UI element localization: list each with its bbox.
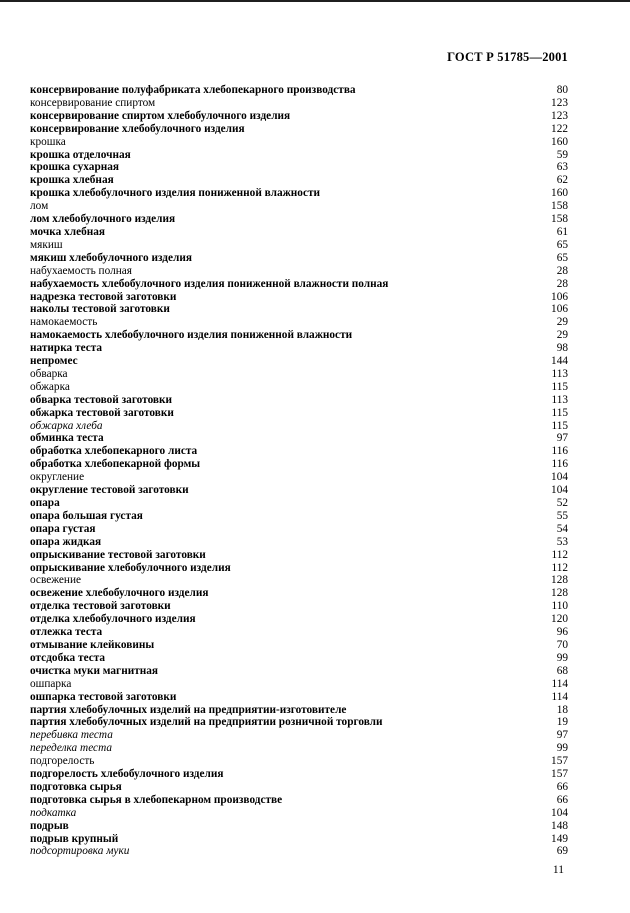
- index-term: обварка тестовой заготовки: [30, 393, 173, 406]
- index-page-number: 114: [551, 690, 568, 703]
- index-entry: [30, 678, 568, 691]
- index-page-number: 52: [556, 497, 568, 509]
- index-entry: [30, 239, 568, 252]
- index-term: отмывание клейковины: [30, 638, 155, 651]
- index-page-number: 99: [556, 651, 568, 664]
- index-page-number: 120: [551, 613, 568, 626]
- index-term: крошка хлебная: [30, 174, 114, 187]
- index-page-number: 28: [556, 277, 568, 290]
- index-entry: [30, 174, 568, 187]
- index-entry: [30, 187, 568, 200]
- index-entry: [30, 626, 568, 639]
- index-term: мочка хлебная: [30, 225, 106, 238]
- index-term: подрыв крупный: [30, 832, 119, 845]
- index-page-number: 63: [556, 161, 568, 174]
- index-entry: [30, 355, 568, 368]
- index-term: консервирование спиртом хлебобулочного изделия: [30, 109, 291, 122]
- index-page-number: 148: [551, 819, 568, 832]
- index-term: подгорелость: [30, 755, 95, 768]
- index-page-number: 115: [551, 380, 568, 393]
- index-term: крошка: [30, 135, 66, 148]
- index-page-number: 115: [551, 419, 568, 432]
- index-entry: [30, 562, 568, 575]
- index-entry: [30, 510, 568, 523]
- index-term: крошка отделочная: [30, 148, 131, 161]
- index-entry: [30, 278, 568, 291]
- index-page-number: 104: [551, 484, 568, 497]
- index-term: ошпарка: [30, 677, 72, 690]
- index-page-number: 66: [556, 780, 568, 793]
- index-term: крошка сухарная: [30, 161, 120, 174]
- index-term: отлежка теста: [30, 626, 103, 639]
- index-term: ошпарка тестовой заготовки: [30, 690, 177, 703]
- index-page-number: 98: [556, 342, 568, 355]
- index-page-number: 104: [551, 806, 568, 819]
- index-page-number: 59: [556, 148, 568, 161]
- index-term: лом хлебобулочного изделия: [30, 213, 176, 226]
- index-page-number: 65: [556, 238, 568, 251]
- index-term: обжарка: [30, 380, 70, 393]
- index-entry: [30, 407, 568, 420]
- index-term: обжарка хлеба: [30, 419, 103, 432]
- index-term: непромес: [30, 355, 78, 368]
- index-entry: [30, 136, 568, 149]
- index-term: подготовка сырья: [30, 780, 122, 793]
- index-page-number: 97: [556, 729, 568, 742]
- index-term: освежение хлебобулочного изделия: [30, 587, 209, 600]
- index-entry: [30, 200, 568, 213]
- index-term: освежение: [30, 574, 82, 587]
- index-entry: [30, 833, 568, 846]
- index-term: опрыскивание тестовой заготовки: [30, 548, 206, 561]
- index-entry: [30, 587, 568, 600]
- index-term: подрыв: [30, 819, 69, 832]
- index-entry: [30, 729, 568, 742]
- index-term: партия хлебобулочных изделий на предприятии-изготовителе: [30, 703, 347, 716]
- index-page-number: 113: [551, 367, 568, 380]
- index-term: отделка хлебобулочного изделия: [30, 613, 196, 626]
- index-page-number: 160: [551, 135, 568, 148]
- index-page-number: 54: [556, 522, 568, 535]
- index-term: подсортировка муки: [30, 845, 130, 858]
- index-term: натирка теста: [30, 342, 103, 355]
- index-entry: [30, 291, 568, 304]
- index-entry: [30, 368, 568, 381]
- index-entry: [30, 497, 568, 510]
- index-term: консервирование полуфабриката хлебопекарного производства: [30, 84, 356, 96]
- index-entry: [30, 265, 568, 278]
- index-term: перебивка теста: [30, 729, 113, 742]
- index-entry: [30, 845, 568, 858]
- index-term: набухаемость полная: [30, 264, 132, 277]
- index-entry: [30, 807, 568, 820]
- index-page-number: 104: [551, 471, 568, 484]
- standard-code-header: ГОСТ Р 51785—2001: [447, 50, 568, 64]
- index-term: подкатка: [30, 806, 77, 819]
- index-entry: [30, 213, 568, 226]
- index-entry: [30, 716, 568, 729]
- index-entry: [30, 420, 568, 433]
- index-term: партия хлебобулочных изделий на предприятии розничной торговли: [30, 716, 383, 729]
- index-page-number: 123: [551, 109, 568, 122]
- index-page-number: 69: [556, 845, 568, 858]
- index-term: опара жидкая: [30, 535, 102, 548]
- index-entry: [30, 161, 568, 174]
- index-page-number: 158: [551, 200, 568, 213]
- index-page-number: 18: [556, 703, 568, 716]
- index-page-number: 122: [551, 122, 568, 135]
- index-entry: [30, 458, 568, 471]
- index-term: отсдобка теста: [30, 651, 106, 664]
- index-page-number: 28: [556, 264, 568, 277]
- index-term: мякиш: [30, 238, 63, 251]
- footer-page-number: 11: [552, 864, 564, 876]
- index-entry: [30, 742, 568, 755]
- index-page-number: 115: [551, 406, 568, 419]
- index-page-number: 97: [556, 432, 568, 445]
- index-term: мякиш хлебобулочного изделия: [30, 251, 192, 264]
- index-entry: [30, 639, 568, 652]
- index-term: опрыскивание хлебобулочного изделия: [30, 561, 231, 574]
- index-entry: [30, 97, 568, 110]
- index-entry: [30, 652, 568, 665]
- index-page-number: 116: [551, 445, 568, 458]
- index-page-number: 128: [551, 574, 568, 587]
- index-page-number: 68: [556, 664, 568, 677]
- index-page-number: 123: [551, 96, 568, 109]
- index-term: опара: [30, 497, 60, 509]
- index-page-number: 65: [556, 251, 568, 264]
- index-entry: [30, 123, 568, 136]
- index-term: надрезка тестовой заготовки: [30, 290, 177, 303]
- index-entry: [30, 691, 568, 704]
- index-page-number: 144: [551, 355, 568, 368]
- index-entry: [30, 549, 568, 562]
- index-page-number: 106: [551, 290, 568, 303]
- index-entry: [30, 600, 568, 613]
- index-entry: [30, 226, 568, 239]
- index-entry: [30, 704, 568, 717]
- index-page-number: 157: [551, 768, 568, 781]
- index-page-number: 80: [556, 84, 568, 96]
- index-term: опара большая густая: [30, 509, 143, 522]
- index-term: обминка теста: [30, 432, 104, 445]
- index-term: опара густая: [30, 522, 96, 535]
- index-entry: [30, 536, 568, 549]
- index-entry: [30, 574, 568, 587]
- index-page-number: 70: [556, 638, 568, 651]
- index-entry: [30, 665, 568, 678]
- index-entry: [30, 149, 568, 162]
- index-term: набухаемость хлебобулочного изделия пониженной влажности полная: [30, 277, 389, 290]
- index-entry: [30, 768, 568, 781]
- index-page-number: 19: [556, 716, 568, 729]
- index-page-number: 61: [556, 225, 568, 238]
- index-page-number: 112: [551, 561, 568, 574]
- index-page-number: 53: [556, 535, 568, 548]
- index-term: консервирование хлебобулочного изделия: [30, 122, 245, 135]
- index-term: крошка хлебобулочного изделия пониженной влажности: [30, 187, 321, 200]
- index-page-number: 96: [556, 626, 568, 639]
- index-term: наколы тестовой заготовки: [30, 303, 170, 316]
- index-page-number: 158: [551, 213, 568, 226]
- index-page-number: 62: [556, 174, 568, 187]
- index-term: переделка теста: [30, 742, 113, 755]
- index-entry: [30, 432, 568, 445]
- index-page-number: 112: [551, 548, 568, 561]
- index-term: намокаемость хлебобулочного изделия пониженной влажности: [30, 329, 353, 342]
- index-entry: [30, 471, 568, 484]
- index-term: обжарка тестовой заготовки: [30, 406, 174, 419]
- index-term: намокаемость: [30, 316, 98, 329]
- index-page-number: 29: [556, 329, 568, 342]
- index-entry: [30, 613, 568, 626]
- index-page-number: 66: [556, 793, 568, 806]
- index-entry: [30, 329, 568, 342]
- index-page-number: 113: [551, 393, 568, 406]
- index-page-number: 160: [551, 187, 568, 200]
- index-entry: [30, 381, 568, 394]
- index-term: округление: [30, 471, 85, 484]
- index-page-number: 149: [551, 832, 568, 845]
- index-term: лом: [30, 200, 49, 213]
- index-page-number: 110: [551, 600, 568, 613]
- index-entry: [30, 445, 568, 458]
- index-entry: [30, 523, 568, 536]
- index-entry: [30, 755, 568, 768]
- index-page-number: 29: [556, 316, 568, 329]
- index-entry: [30, 110, 568, 123]
- index-entry: [30, 820, 568, 833]
- index-entry: [30, 252, 568, 265]
- index-term: очистка муки магнитная: [30, 664, 159, 677]
- index-entry: [30, 84, 568, 97]
- index-page-number: 106: [551, 303, 568, 316]
- index-entry: [30, 484, 568, 497]
- index-entry: [30, 781, 568, 794]
- index-page-number: 157: [551, 755, 568, 768]
- index-entry: [30, 303, 568, 316]
- index-page-number: 114: [551, 677, 568, 690]
- index-term: подгорелость хлебобулочного изделия: [30, 768, 224, 781]
- index-entry: [30, 342, 568, 355]
- index-term: отделка тестовой заготовки: [30, 600, 171, 613]
- index-term: обработка хлебопекарной формы: [30, 458, 201, 471]
- index-entry: [30, 394, 568, 407]
- index-page-number: 55: [556, 509, 568, 522]
- index-term: подготовка сырья в хлебопекарном производстве: [30, 793, 283, 806]
- index-term: округление тестовой заготовки: [30, 484, 189, 497]
- index-list: [30, 84, 568, 858]
- index-term: обработка хлебопекарного листа: [30, 445, 198, 458]
- index-entry: [30, 316, 568, 329]
- index-page-number: 99: [556, 742, 568, 755]
- index-term: обварка: [30, 367, 68, 380]
- index-page-number: 116: [551, 458, 568, 471]
- index-entry: [30, 794, 568, 807]
- index-page-number: 128: [551, 587, 568, 600]
- index-term: консервирование спиртом: [30, 96, 156, 109]
